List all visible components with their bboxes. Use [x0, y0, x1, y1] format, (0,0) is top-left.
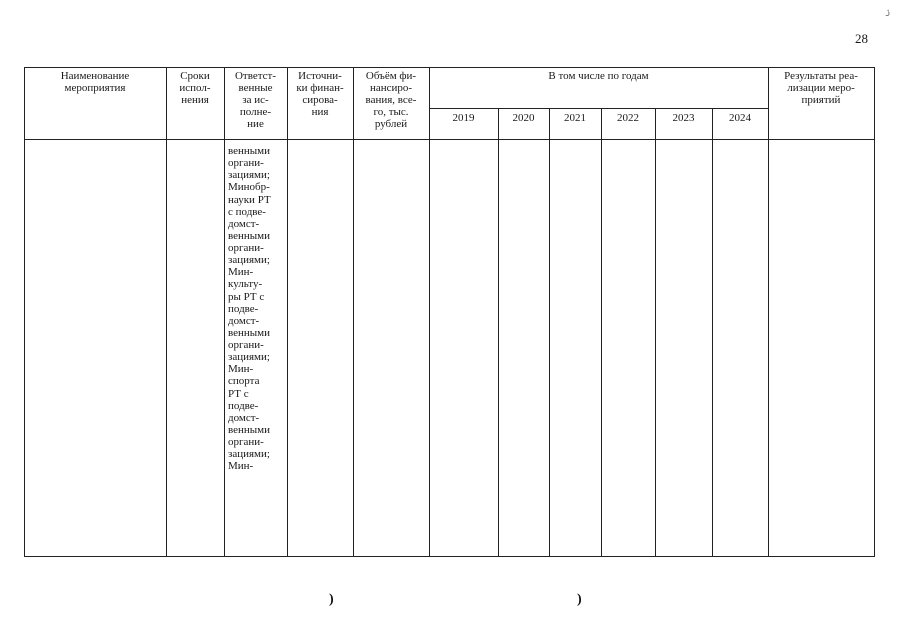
header-results: Результаты реа- лизации меро- приятий	[784, 70, 858, 106]
table-top-border	[24, 67, 875, 68]
scan-mark-left: )	[329, 592, 334, 607]
header-responsible: Ответст- венные за ис- полне- ние	[234, 70, 277, 130]
col-border-10	[712, 108, 713, 557]
year-2023: 2023	[672, 112, 695, 124]
responsible-organizations-cell: венными органи- зациями; Минобр- науки РТ с подве- домст- венными органи- зациями; Мин- культу- ры РТ с подве- домст- венными органи- зациями; Мин- спорта РТ с подве- домст- венными органи- зациями; Мин-	[228, 145, 271, 473]
scan-mark-right: )	[577, 592, 582, 607]
scan-corner-mark: ۯ	[885, 6, 891, 16]
year-2024: 2024	[729, 112, 751, 124]
header-terms: Сроки испол- нения	[179, 70, 211, 106]
col-border-2	[224, 67, 225, 557]
col-border-8	[601, 108, 602, 557]
year-2020: 2020	[512, 112, 535, 124]
measures-table	[24, 67, 875, 557]
col-border-7	[549, 108, 550, 557]
year-2021: 2021	[564, 112, 586, 124]
year-2022: 2022	[617, 112, 639, 124]
header-by-years: В том числе по годам	[548, 70, 649, 82]
col-border-6	[498, 108, 499, 557]
col-border-0	[24, 67, 25, 557]
col-border-1	[166, 67, 167, 557]
col-border-11	[768, 67, 769, 557]
header-sources: Источни- ки финан- сирова- ния	[296, 70, 344, 118]
year-2019: 2019	[452, 112, 475, 124]
header-volume: Объём фи- нансиро- вания, все- го, тыс. рублей	[365, 70, 417, 130]
col-border-12	[874, 67, 875, 557]
years-row-divider	[429, 108, 768, 109]
header-name: Наименование мероприятия	[60, 70, 130, 94]
col-border-9	[655, 108, 656, 557]
page-number: 28	[855, 31, 868, 46]
table-bottom-border	[24, 556, 875, 557]
header-bottom-border	[24, 139, 875, 140]
col-border-5	[429, 67, 430, 557]
col-border-4	[353, 67, 354, 557]
